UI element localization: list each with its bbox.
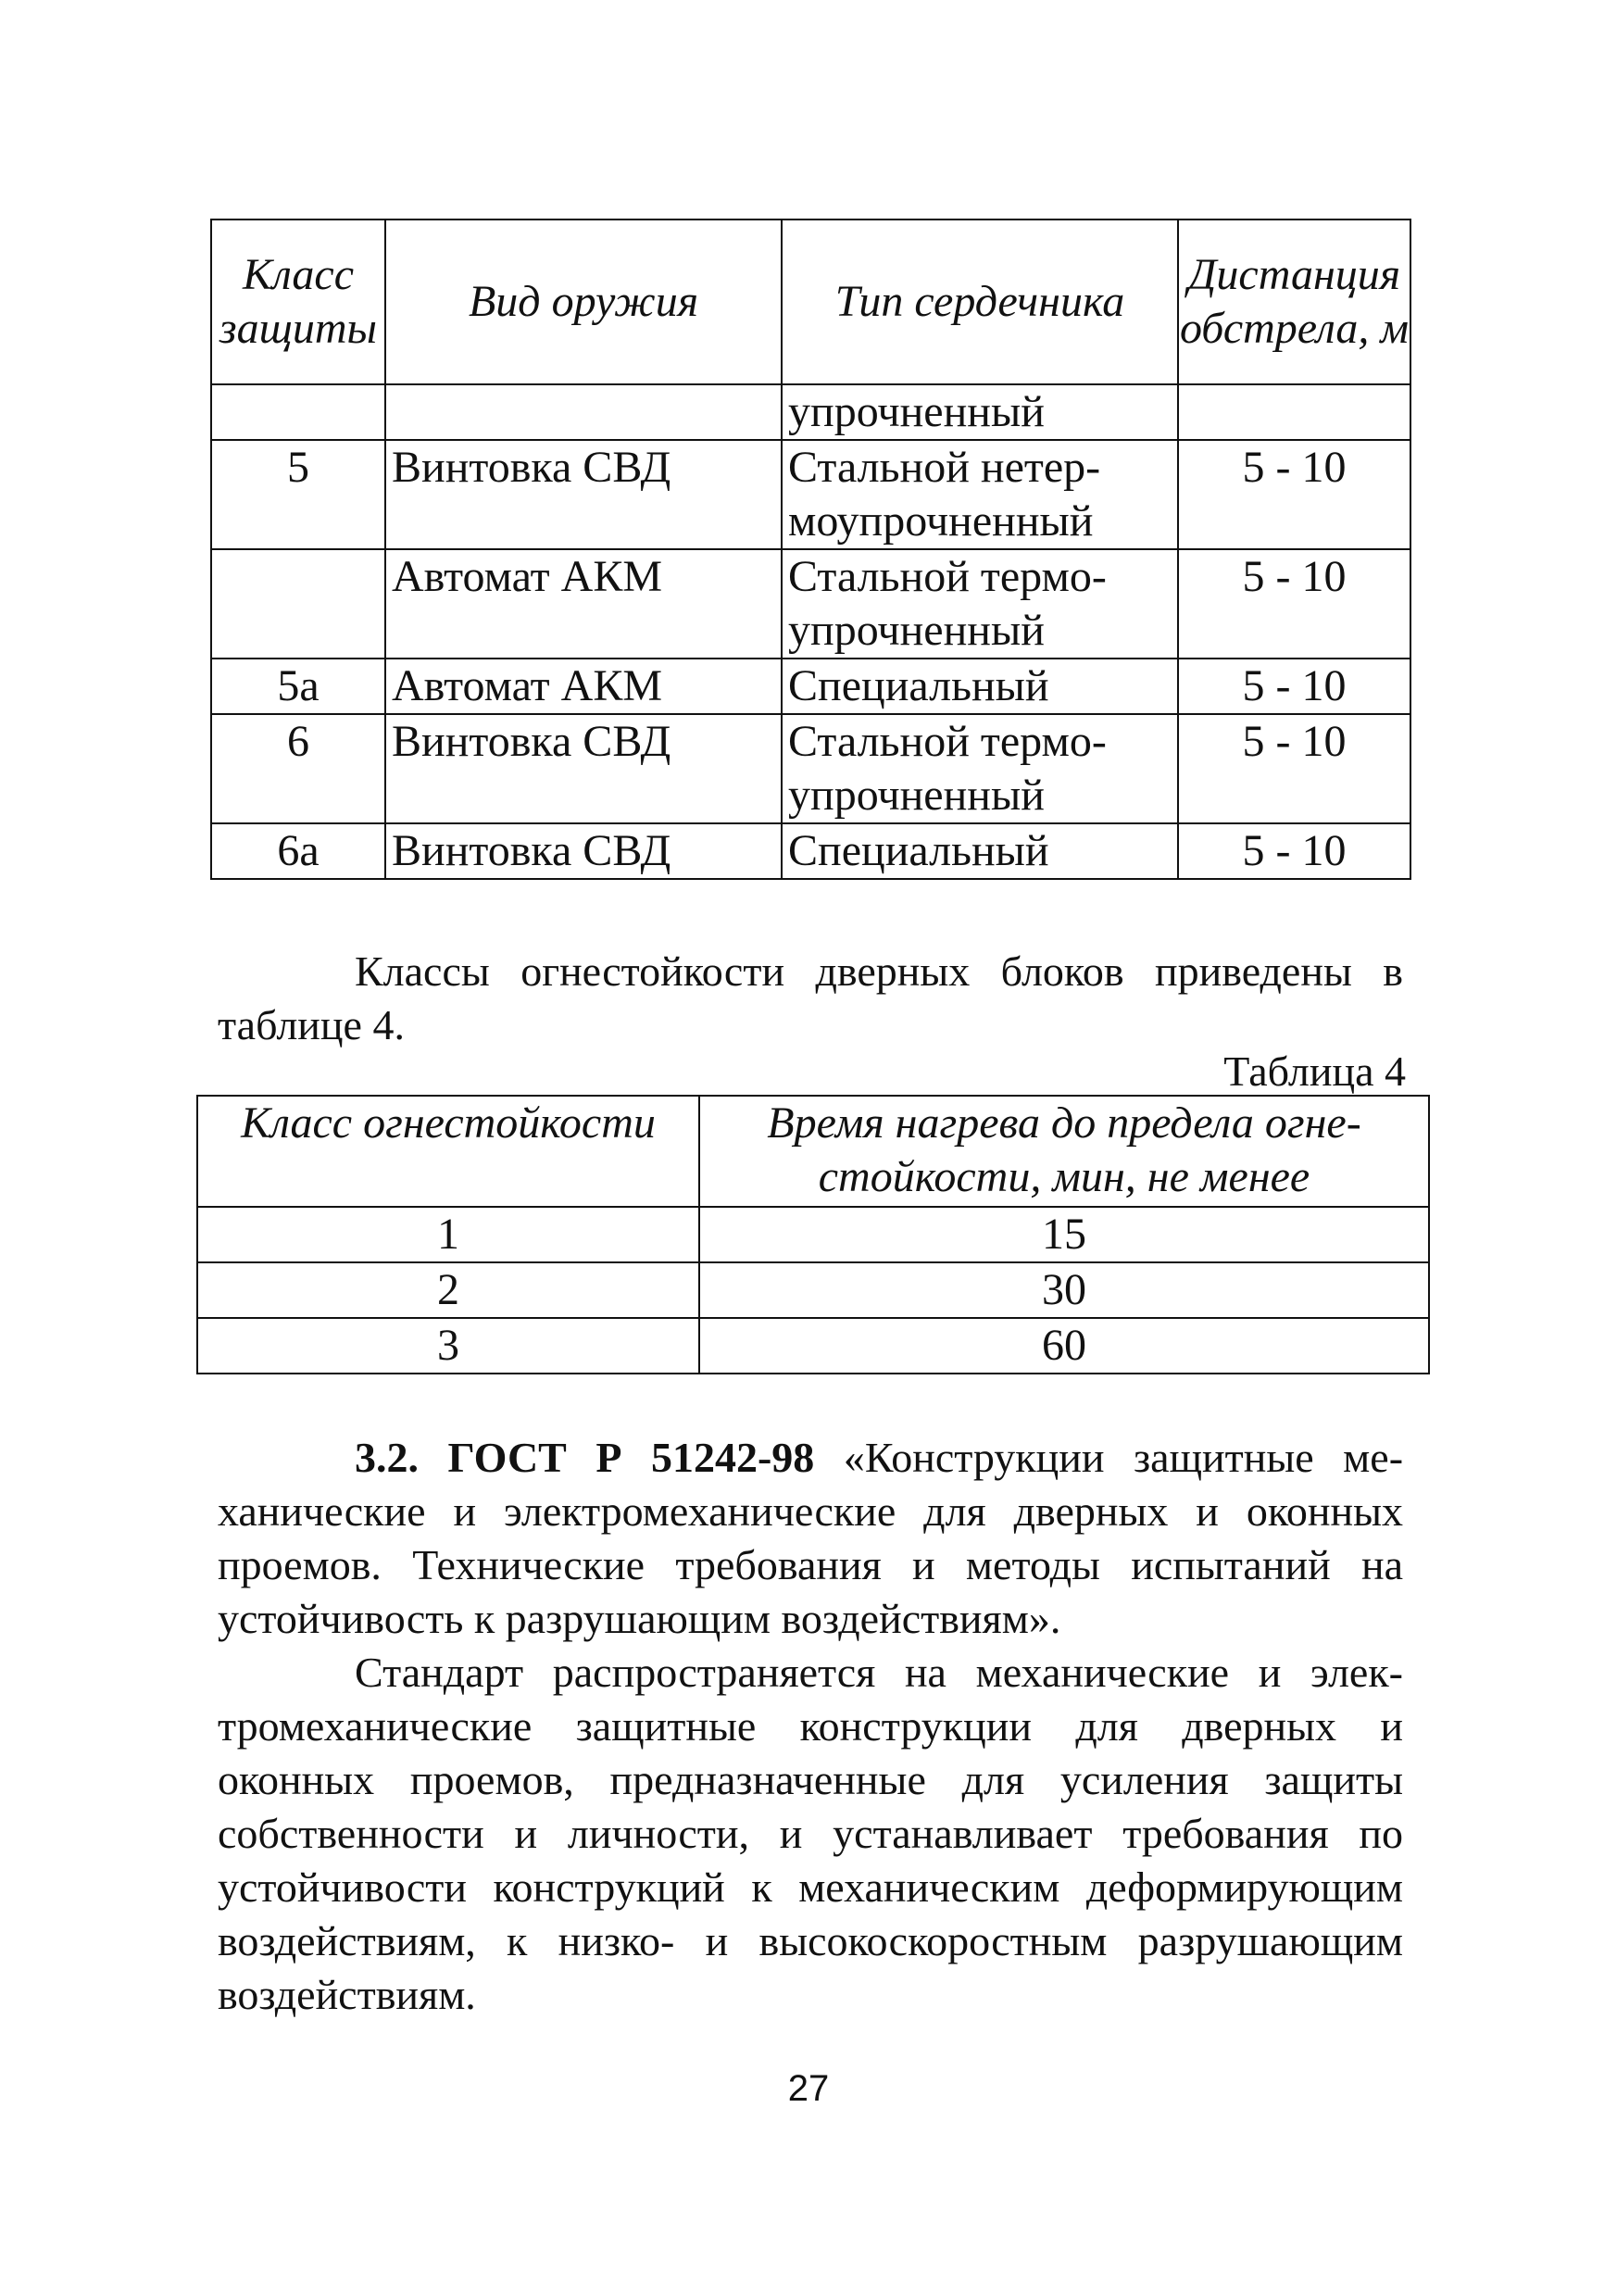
header-core: Тип сердечника [782,220,1178,384]
table-row [197,1318,1429,1374]
cell-distance: 5 - 10 [1178,549,1410,659]
cell-class: 5а [211,659,385,714]
cell-fire-class: 1 [197,1207,699,1262]
section-title-text: «Конструкции защитные ме-ханические и электромеханические для дверных и оконных проемов. Технические требования и методы испытаний на устойчивость к разрушающим воздействиям». [218,1434,1404,1642]
section-heading-paragraph [218,1431,1403,1646]
table-header-row [211,220,1410,384]
fire-resistance-table [196,1095,1430,1374]
intro-text: Классы огнестойкости дверных блоков приведены в таблице 4. [218,947,1403,1048]
cell-weapon: Винтовка СВД [385,714,782,823]
cell-weapon: Винтовка СВД [385,440,782,549]
table-row [211,549,1410,659]
cell-class: 5 [211,440,385,549]
cell-core: Стальной термо-упрочненный [782,714,1178,823]
table-row [211,823,1410,879]
cell-class: 6 [211,714,385,823]
table-row [197,1262,1429,1318]
table-row [211,440,1410,549]
cell-weapon: Винтовка СВД [385,823,782,879]
cell-distance: 5 - 10 [1178,823,1410,879]
table-row [211,659,1410,714]
cell-heating-time: 30 [699,1262,1429,1318]
cell-heating-time: 15 [699,1207,1429,1262]
cell-core: Специальный [782,659,1178,714]
cell-distance [1178,384,1410,440]
header-heating-time: Время нагрева до предела огне-стойкости, мин, не менее [699,1096,1429,1207]
cell-core: Специальный [782,823,1178,879]
cell-class: 6а [211,823,385,879]
table-header-row [197,1096,1429,1207]
cell-weapon: Автомат АКМ [385,549,782,659]
weapon-protection-table [210,219,1411,880]
cell-fire-class: 3 [197,1318,699,1374]
header-fire-class: Класс огнестойкости [197,1096,699,1207]
body-paragraph [218,1646,1403,2022]
cell-distance: 5 - 10 [1178,659,1410,714]
table-row [211,714,1410,823]
section-number-title: 3.2. ГОСТ Р 51242-98 [355,1434,815,1481]
header-distance: Дистанция обстрела, м [1178,220,1410,384]
cell-fire-class: 2 [197,1262,699,1318]
intro-paragraph [218,945,1403,1052]
header-weapon: Вид оружия [385,220,782,384]
body-text: Стандарт распространяется на механические и элек-тромеханические защитные конструкции для дверных и оконных проемов, предназначенные для усиления защиты собственности и личности, и устанавливает требования по устойчивости конструкций к механическим деформирующим воздействиям, к низко- и высокоскоростным разрушающим воздействиям. [218,1649,1403,2018]
cell-distance: 5 - 10 [1178,714,1410,823]
table-caption: Таблица 4 [1223,1048,1406,1095]
cell-weapon: Автомат АКМ [385,659,782,714]
cell-class [211,549,385,659]
cell-core: упрочненный [782,384,1178,440]
cell-distance: 5 - 10 [1178,440,1410,549]
cell-heating-time: 60 [699,1318,1429,1374]
page-number: 27 [787,2068,830,2109]
table-row [211,384,1410,440]
cell-core: Стальной термо-упрочненный [782,549,1178,659]
header-class: Класс защиты [211,220,385,384]
cell-core: Стальной нетер-моупрочненный [782,440,1178,549]
cell-weapon [385,384,782,440]
table-row [197,1207,1429,1262]
cell-class [211,384,385,440]
